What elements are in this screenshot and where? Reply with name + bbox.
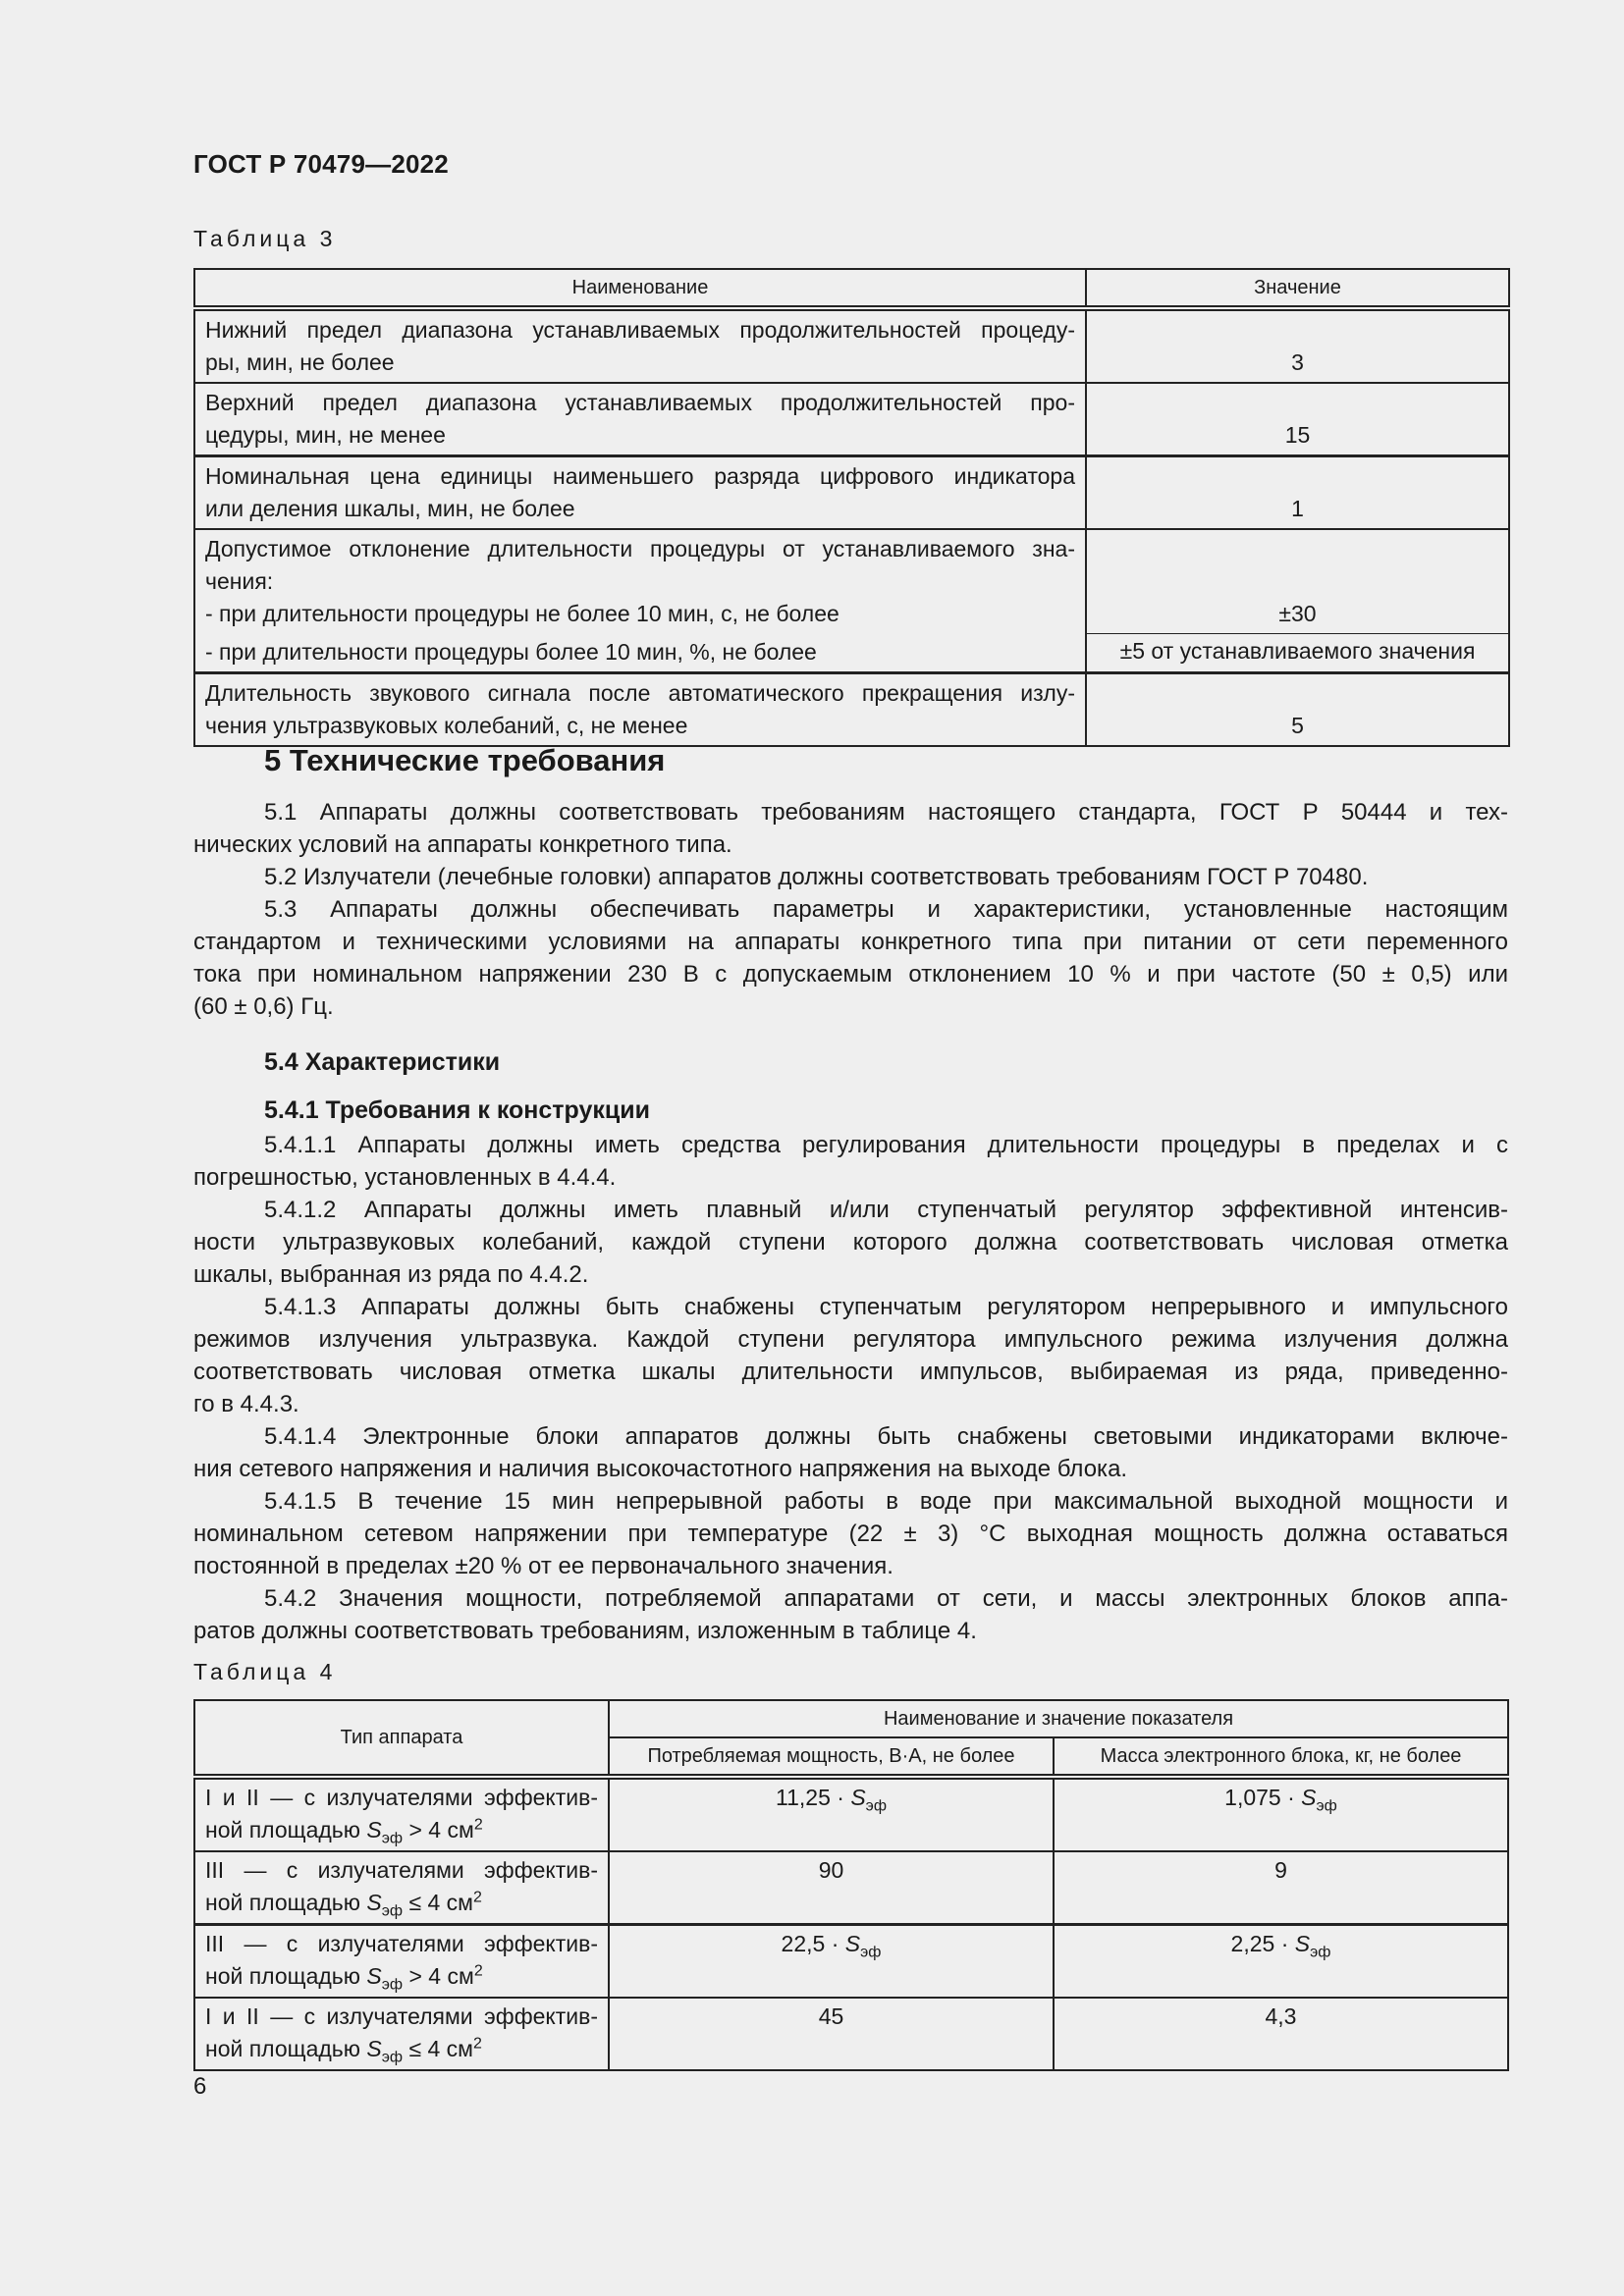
paragraph-line: постоянной в пределах ±20 % от ее первоначального значения.	[193, 1553, 893, 1579]
paragraph-line: режимов излучения ультразвука. Каждой ступени регулятора импульсного режима излучения должна	[193, 1326, 1508, 1353]
table3-name-line: или деления шкалы, мин, не более	[205, 496, 575, 521]
table4-cell-mass	[1054, 1925, 1508, 1999]
table3-name-line: Верхний предел диапазона устанавливаемых продолжительностей про-	[205, 390, 1075, 415]
paragraph-line: 5.1 Аппараты должны соответствовать требованиям настоящего стандарта, ГОСТ Р 50444 и тех-	[264, 799, 1508, 826]
table4-type-line2	[205, 1887, 598, 1919]
symbol-s: S	[366, 1890, 382, 1915]
paragraph-5-1	[193, 796, 1508, 861]
document-id: ГОСТ Р 70479—2022	[193, 149, 449, 179]
table3-name-line: Допустимое отклонение длительности процедуры от устанавливаемого зна-	[205, 536, 1075, 561]
paragraph-line: погрешностью, установленных в 4.4.4.	[193, 1164, 617, 1191]
table4-type-condition: > 4 см	[408, 1963, 474, 1989]
page-number: 6	[193, 2073, 207, 2100]
symbol-s: S	[366, 1817, 382, 1842]
table4-cell-mass-value: 4,3	[1265, 2003, 1297, 2029]
table4-cell-power-value: 11,25 ·	[776, 1785, 844, 1810]
paragraph-line: 5.3 Аппараты должны обеспечивать параметры и характеристики, установленные настоящим	[264, 896, 1508, 923]
table4-type-line2	[205, 1814, 598, 1846]
symbol-s: S	[850, 1785, 866, 1810]
table3-cell-value: ±30	[1086, 529, 1509, 633]
table3-caption: Таблица 3	[193, 226, 337, 251]
table-row	[194, 1851, 1508, 1925]
table4-body	[194, 1777, 1508, 2070]
paragraph-5-4-1-1	[193, 1129, 1508, 1194]
paragraph-5-2	[193, 861, 1508, 893]
table4-cell-power	[609, 1777, 1054, 1851]
paragraph-line: 5.4.1.2 Аппараты должны иметь плавный и/или ступенчатый регулятор эффективной интенсив-	[264, 1197, 1508, 1223]
table4-cell-mass-value: 2,25 ·	[1230, 1931, 1289, 1956]
paragraph-line: 5.4.2 Значения мощности, потребляемой аппаратами от сети, и массы электронных блоков аппа-	[264, 1585, 1508, 1612]
table4-type-text: ной площадью	[205, 2036, 361, 2061]
section-title: 5 Технические требования	[264, 743, 666, 777]
table3-header-name: Наименование	[194, 269, 1086, 308]
symbol-subscript: эф	[381, 1902, 404, 1920]
table3-cell-name	[194, 308, 1086, 383]
table-row	[194, 383, 1509, 456]
table-row	[194, 456, 1509, 530]
table4-type-line: III — с излучателями эффектив-	[205, 1931, 598, 1956]
table4-type-condition: ≤ 4 см	[408, 2036, 473, 2061]
table4-type-text: ной площадью	[205, 1963, 361, 1989]
table4-header-power: Потребляемая мощность, В·А, не более	[609, 1737, 1054, 1777]
superscript-2: 2	[473, 1816, 483, 1834]
table-row	[194, 1925, 1508, 1999]
table4-cell-power-value: 22,5 ·	[781, 1931, 839, 1956]
table3-cell-value: ±5 от устанавливаемого значения	[1086, 633, 1509, 673]
symbol-subscript: эф	[381, 1976, 404, 1994]
table3-name-line: чения ультразвуковых колебаний, с, не менее	[205, 713, 688, 738]
table4-type-line: III — с излучателями эффектив-	[205, 1857, 598, 1883]
paragraph-5-4-2	[193, 1582, 1508, 1647]
symbol-s: S	[844, 1931, 861, 1956]
paragraph-5-2-line: 5.2 Излучатели (лечебные головки) аппаратов должны соответствовать требованиям ГОСТ Р 70480.	[264, 864, 1369, 890]
table3-cell-value: 3	[1086, 308, 1509, 383]
table3-cell-name	[194, 456, 1086, 530]
table4-cell-power	[609, 1998, 1054, 2070]
table3	[193, 268, 1510, 747]
table3-cell-name	[194, 673, 1086, 747]
table4-type-line: I и II — с излучателями эффектив-	[205, 1785, 598, 1810]
table3-name-line: цедуры, мин, не менее	[205, 422, 446, 448]
table3-name-line: ры, мин, не более	[205, 349, 395, 375]
heading-5-4: 5.4 Характеристики	[264, 1048, 501, 1076]
table3-body	[194, 308, 1509, 746]
table3-cell-value: 1	[1086, 456, 1509, 530]
table4-cell-mass	[1054, 1998, 1508, 2070]
table4-cell-type	[194, 1925, 609, 1999]
paragraph-5-4-1-4	[193, 1420, 1508, 1485]
table4-header-group: Наименование и значение показателя	[609, 1700, 1508, 1737]
table3-name-line: Номинальная цена единицы наименьшего разряда цифрового индикатора	[205, 463, 1075, 489]
paragraph-5-4-1-2	[193, 1194, 1508, 1291]
table4-cell-type	[194, 1777, 609, 1851]
symbol-subscript: эф	[1310, 1944, 1331, 1961]
paragraph-line: ратов должны соответствовать требованиям, изложенным в таблице 4.	[193, 1618, 977, 1644]
table3-cell-name	[194, 529, 1086, 633]
superscript-2: 2	[473, 1889, 482, 1906]
table-row	[194, 633, 1509, 673]
table-row	[194, 1998, 1508, 2070]
table4-type-text: ной площадью	[205, 1890, 361, 1915]
table3-name-line: - при длительности процедуры не более 10 мин, с, не более	[205, 601, 839, 626]
paragraph-line: го в 4.4.3.	[193, 1391, 299, 1417]
table3-cell-value: 5	[1086, 673, 1509, 747]
table-row	[194, 673, 1509, 747]
table4-type-line2	[205, 2033, 598, 2065]
symbol-s: S	[366, 1963, 382, 1989]
table-row	[194, 308, 1509, 383]
symbol-subscript: эф	[865, 1797, 887, 1815]
paragraph-line: стандартом и техническими условиями на аппараты конкретного типа при питании от сети переменного	[193, 929, 1508, 955]
paragraph-5-4-1-5	[193, 1485, 1508, 1582]
table4-cell-mass-value: 9	[1274, 1857, 1287, 1883]
superscript-2: 2	[473, 2035, 482, 2053]
table4-header-type: Тип аппарата	[194, 1700, 609, 1777]
paragraph-line: нических условий на аппараты конкретного типа.	[193, 831, 732, 858]
table4-cell-power	[609, 1925, 1054, 1999]
table4-type-line: I и II — с излучателями эффектив-	[205, 2003, 598, 2029]
table4-caption: Таблица 4	[193, 1659, 337, 1684]
paragraph-5-3	[193, 893, 1508, 1023]
table4-cell-power	[609, 1851, 1054, 1925]
table4-cell-type	[194, 1851, 609, 1925]
symbol-subscript: эф	[860, 1944, 882, 1961]
symbol-s: S	[1301, 1785, 1317, 1810]
symbol-subscript: эф	[381, 1830, 404, 1847]
paragraph-line: (60 ± 0,6) Гц.	[193, 993, 334, 1020]
paragraph-line: 5.4.1.3 Аппараты должны быть снабжены ступенчатым регулятором непрерывного и импульсного	[264, 1294, 1508, 1320]
table3-name-line: чения:	[205, 568, 274, 594]
table4-cell-power-value: 90	[818, 1857, 844, 1883]
symbol-s: S	[1294, 1931, 1311, 1956]
table3-name-line: Нижний предел диапазона устанавливаемых продолжительностей процеду-	[205, 317, 1075, 343]
paragraph-line: ности ультразвуковых колебаний, каждой ступени которого должна соответствовать числовая отметка	[193, 1229, 1508, 1255]
table4-cell-type	[194, 1998, 609, 2070]
table4-type-text: ной площадью	[205, 1817, 361, 1842]
paragraph-line: номинальном сетевом напряжении при температуре (22 ± 3) °С выходная мощность должна оставаться	[193, 1521, 1508, 1547]
paragraph-line: 5.4.1.1 Аппараты должны иметь средства регулирования длительности процедуры в пределах и с	[264, 1132, 1508, 1158]
paragraph-line: соответствовать числовая отметка шкалы длительности импульсов, выбираемая из ряда, приведенно-	[193, 1359, 1508, 1385]
table4	[193, 1699, 1509, 2071]
table-row	[194, 529, 1509, 633]
paragraph-5-4-1-3	[193, 1291, 1508, 1420]
paragraph-line: тока при номинальном напряжении 230 В с допускаемым отклонением 10 % и при частоте (50 ± 0,5) или	[193, 961, 1508, 988]
table4-cell-mass-value: 1,075 ·	[1224, 1785, 1295, 1810]
table3-header-value: Значение	[1086, 269, 1509, 308]
heading-5-4-1: 5.4.1 Требования к конструкции	[264, 1096, 650, 1124]
table4-type-condition: ≤ 4 см	[408, 1890, 473, 1915]
table4-type-condition: > 4 см	[408, 1817, 474, 1842]
table3-cell-name	[194, 383, 1086, 456]
table-row	[194, 1777, 1508, 1851]
symbol-s: S	[366, 2036, 382, 2061]
table4-cell-mass	[1054, 1851, 1508, 1925]
table3-cell-name	[194, 633, 1086, 673]
paragraph-line: 5.4.1.4 Электронные блоки аппаратов должны быть снабжены световыми индикаторами включе-	[264, 1423, 1508, 1450]
table3-name-line: Длительность звукового сигнала после автоматического прекращения излу-	[205, 680, 1075, 706]
table4-header-mass: Масса электронного блока, кг, не более	[1054, 1737, 1508, 1777]
table4-type-line2	[205, 1960, 598, 1993]
table3-name-line: - при длительности процедуры более 10 мин, %, не более	[205, 639, 817, 665]
table4-cell-power-value: 45	[818, 2003, 844, 2029]
symbol-subscript: эф	[381, 2049, 404, 2066]
symbol-subscript: эф	[1316, 1797, 1337, 1815]
paragraph-line: ния сетевого напряжения и наличия высокочастотного напряжения на выходе блока.	[193, 1456, 1128, 1482]
paragraph-line: 5.4.1.5 В течение 15 мин непрерывной работы в воде при максимальной выходной мощности и	[264, 1488, 1508, 1515]
paragraph-line: шкалы, выбранная из ряда по 4.4.2.	[193, 1261, 589, 1288]
superscript-2: 2	[473, 1962, 483, 1980]
table3-cell-value: 15	[1086, 383, 1509, 456]
table4-cell-mass	[1054, 1777, 1508, 1851]
